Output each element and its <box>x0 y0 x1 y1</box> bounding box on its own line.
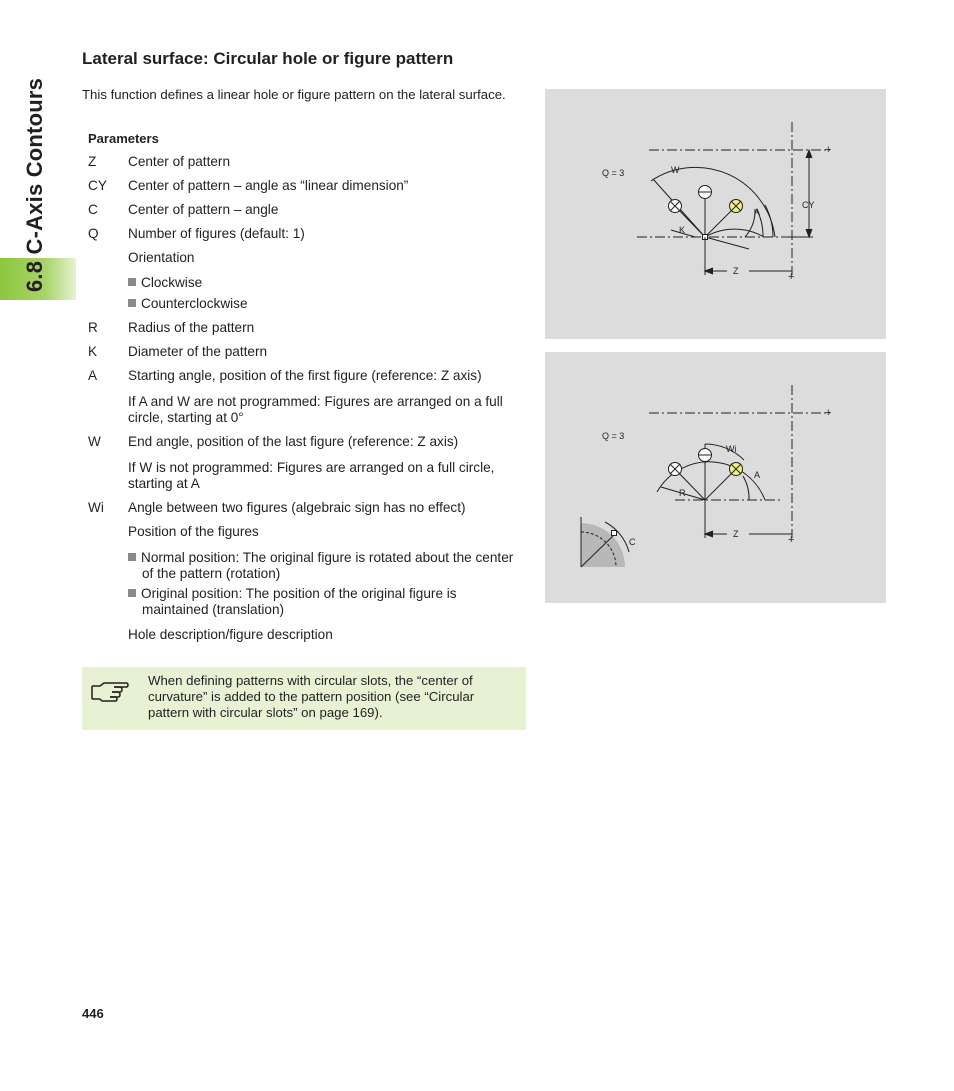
bullet-square-icon <box>128 299 136 307</box>
param-desc: Diameter of the pattern <box>128 344 268 359</box>
param-key: Z <box>88 154 97 169</box>
label-z: Z <box>733 266 739 276</box>
parameters-title: Parameters <box>88 131 159 146</box>
param-desc: Center of pattern – angle <box>128 202 279 217</box>
param-desc: Hole description/figure description <box>128 627 333 642</box>
chapter-side-tab <box>0 0 76 300</box>
section-heading: Lateral surface: Circular hole or figure pattern <box>82 49 454 68</box>
param-bullet: Original position: The position of the original figure is maintained (translation) <box>128 586 522 618</box>
bullet-square-icon <box>128 553 136 561</box>
chapter-title: 6.8 C-Axis Contours <box>22 77 47 292</box>
param-key: W <box>88 434 101 449</box>
param-key: Q <box>88 226 99 241</box>
figure-pattern-diagram <box>545 89 886 339</box>
param-bullet: Clockwise <box>128 275 202 291</box>
param-bullet: Normal position: The original figure is rotated about the center of the pattern (rotation) <box>128 550 522 582</box>
label-plus: + <box>825 407 832 419</box>
param-bullet: Counterclockwise <box>128 296 248 312</box>
param-desc: Center of pattern – angle as “linear dimension” <box>128 178 409 193</box>
param-desc: If W is not programmed: Figures are arranged on a full circle, starting at A <box>128 460 495 491</box>
label-a: A <box>754 207 761 217</box>
label-w: W <box>671 165 680 175</box>
label-k: K <box>679 225 686 235</box>
label-a: A <box>754 470 761 480</box>
param-desc: Angle between two figures (algebraic sign has no effect) <box>128 500 466 515</box>
note-box <box>82 667 526 730</box>
param-desc: Center of pattern <box>128 154 231 169</box>
param-key: A <box>88 368 98 383</box>
label-c: C <box>629 537 636 547</box>
label-plus: + <box>825 144 832 156</box>
param-key: R <box>88 320 98 335</box>
bullet-square-icon <box>128 589 136 597</box>
label-q: Q = 3 <box>602 168 625 178</box>
label-r: R <box>679 488 686 498</box>
param-desc: Radius of the pattern <box>128 320 255 335</box>
param-desc: Starting angle, position of the first figure (reference: Z axis) <box>128 368 482 383</box>
figure-pattern-diagram <box>545 352 886 603</box>
label-plus: + <box>788 271 795 283</box>
param-key: K <box>88 344 98 359</box>
label-q: Q = 3 <box>602 431 625 441</box>
label-z: Z <box>733 529 739 539</box>
pointing-hand-icon <box>90 677 130 703</box>
param-desc: Orientation <box>128 250 195 265</box>
param-desc: End angle, position of the last figure (reference: Z axis) <box>128 434 459 449</box>
label-plus: + <box>788 534 795 546</box>
page-number: 446 <box>82 1006 104 1021</box>
intro-paragraph: This function defines a linear hole or figure pattern on the lateral surface. <box>82 87 506 102</box>
param-desc: Position of the figures <box>128 524 259 539</box>
param-key: Wi <box>88 500 104 515</box>
label-cy: CY <box>802 200 815 210</box>
label-wi: Wi <box>726 444 737 454</box>
note-text: When defining patterns with circular slots, the “center of curvature” is added to the pattern position (see “Circular pattern with circular slots” on page 169). <box>148 673 475 720</box>
param-key: C <box>88 202 98 217</box>
param-desc: If A and W are not programmed: Figures are arranged on a full circle, starting at 0° <box>128 394 503 425</box>
param-key: CY <box>88 178 107 193</box>
param-desc: Number of figures (default: 1) <box>128 226 305 241</box>
bullet-square-icon <box>128 278 136 286</box>
